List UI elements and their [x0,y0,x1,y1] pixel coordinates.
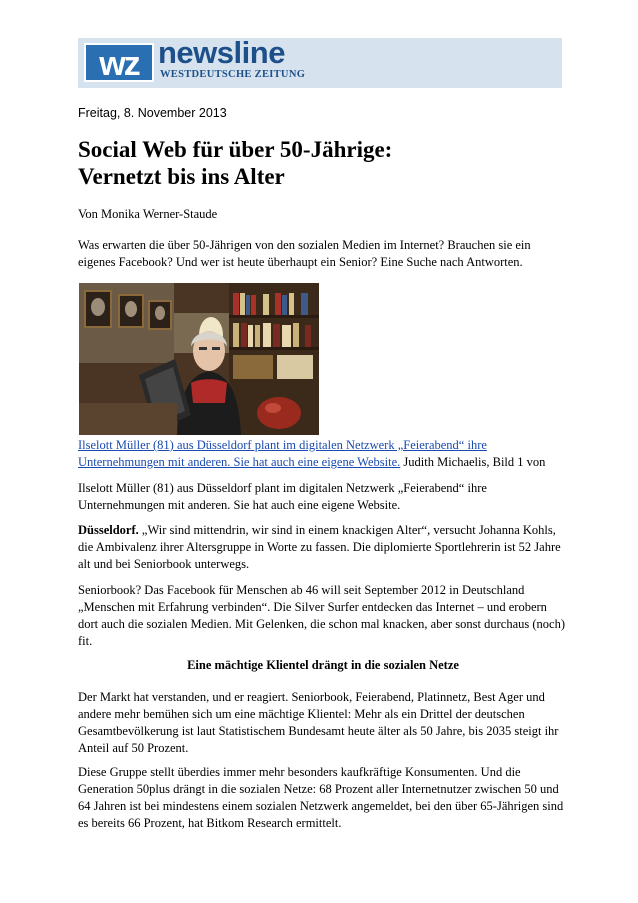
body-paragraph-3: Seniorbook? Das Facebook für Menschen ab 46 will seit September 2012 in Deutschland „Menschen mit Erfahrung verbinden“. Die Silver Surfer entdecken das Internet – und erobern dort auch die sozialen Medien. Mit Gelenken, die schon mal knacken, aber sonst durchaus (noch) fit. [78,583,565,648]
section-subhead: Eine mächtige Klientel drängt in die sozialen Netze [187,658,459,672]
paragraph-2-text: „Wir sind mittendrin, wir sind in einem knackigen Alter“, versucht Johanna Kohls, die Ambivalenz ihrer Altersgruppe in Worte zu fassen. Die diplomierte Sportlehrerin ist 52 Jahre alt und bei Seniorbook unterwegs. [78,523,561,571]
body-paragraph-1: Ilselott Müller (81) aus Düsseldorf plant im digitalen Netzwerk „Feierabend“ ihre Unternehmungen mit anderen. Sie hat auch eine eigene Website. [78,481,487,512]
body-paragraph-5: Diese Gruppe stellt überdies immer mehr besonders kaufkräftige Konsumenten. Und die Generation 50plus drängt in die sozialen Netze: 68 Prozent aller Internetnutzer zwischen 50 und 64 Jahren ist bei mindestens einem sozialen Netzwerk angemeldet, bei den über 65-Jährigen sind es bereits 66 Prozent, hat Bitkom Research ermittelt. [78,765,564,830]
publication-date: Freitag, 8. November 2013 [78,106,227,120]
photo-caption [78,437,568,471]
article-lead: Was erwarten die über 50-Jährigen von den sozialen Medien im Internet? Brauchen sie ein eigenes Facebook? Und wer ist heute überhaupt ein Senior? Eine Suche nach Antworten. [78,238,531,269]
headline-line-2: Vernetzt bis ins Alter [78,164,285,189]
body-paragraph-2 [78,522,568,573]
brand-subtitle: WESTDEUTSCHE ZEITUNG [160,69,306,80]
caption-link[interactable]: Ilselott Müller (81) aus Düsseldorf plant im digitalen Netzwerk „Feierabend“ ihre Unternehmungen mit anderen. Sie hat auch eine eigene Website. [78,438,487,469]
body-paragraph-4: Der Markt hat verstanden, und er reagiert. Seniorbook, Feierabend, Platinnetz, Best Ager und andere mehr bemühen sich um eine mächtige Klientel: Mehr als ein Drittel der deutschen Gesamtbevölkerung ist laut Statistischem Bundesamt heute älter als 50 Jahre, bis 2035 steigt ihr Anteil auf 50 Prozent. [78,690,559,755]
caption-credit: Judith Michaelis, Bild 1 von [400,455,546,469]
wz-logo [84,43,154,82]
dateline: Düsseldorf. [78,523,139,537]
article-headline [78,136,558,190]
logo-text: wz [99,45,139,83]
masthead-banner [78,35,562,88]
article-author: Von Monika Werner-Staude [78,207,218,221]
photo-illustration [79,283,319,435]
article-photo [79,283,319,435]
brand-name: newsline [158,35,285,70]
headline-line-1: Social Web für über 50-Jährige: [78,137,393,162]
